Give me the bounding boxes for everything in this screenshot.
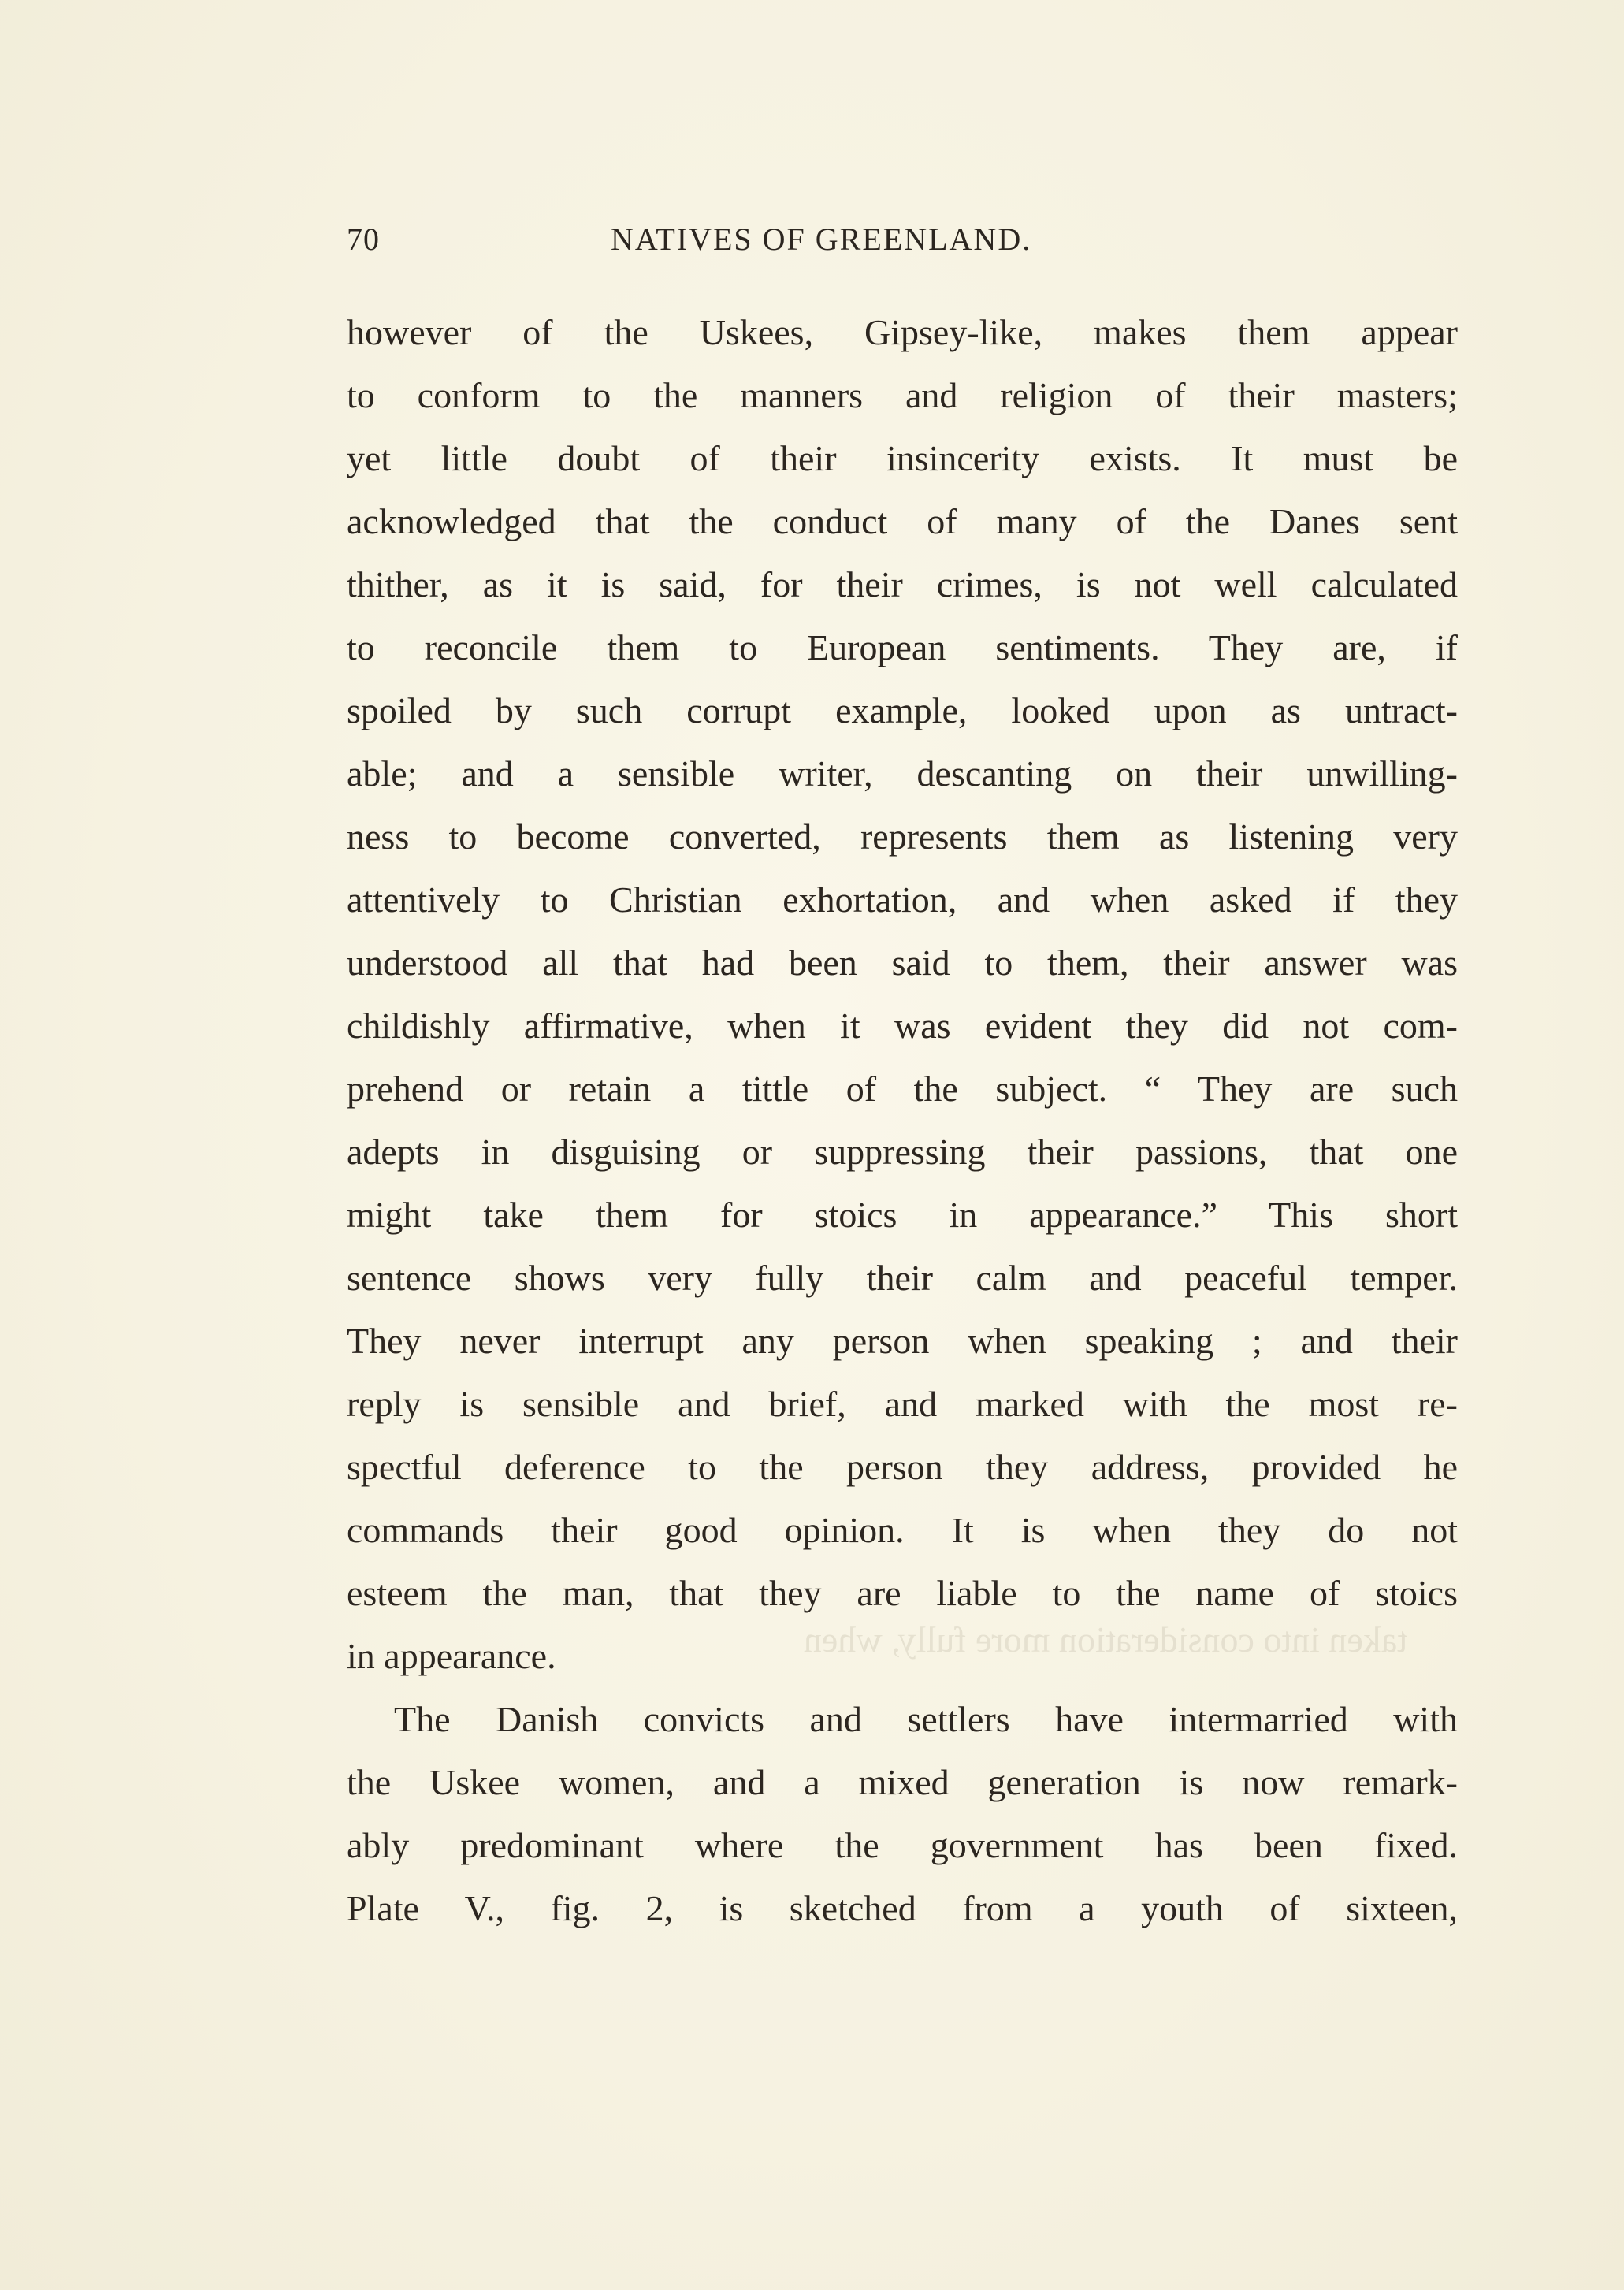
text-line: spectful deference to the person they address, provided he <box>347 1447 1458 1487</box>
text-line: the Uskee women, and a mixed generation is now remark- <box>347 1762 1458 1802</box>
text-line: reply is sensible and brief, and marked with the most re- <box>347 1384 1458 1424</box>
text-line: Plate V., fig. 2, is sketched from a youth of sixteen, <box>347 1888 1458 1928</box>
text-line: thither, as it is said, for their crimes, is not well calculated <box>347 564 1458 604</box>
text-line: ably predominant where the government has been fixed. <box>347 1825 1458 1865</box>
text-line: understood all that had been said to them, their answer was <box>347 942 1458 983</box>
paragraph-1 <box>347 301 1458 1688</box>
text-line: adepts in disguising or suppressing their passions, that one <box>347 1132 1458 1172</box>
body-text <box>347 301 1458 1940</box>
show-through-text: taken into consideration more fully, when <box>804 1619 1408 1660</box>
text-line: sentence shows very fully their calm and peaceful temper. <box>347 1258 1458 1298</box>
text-line: prehend or retain a tittle of the subject. “ They are such <box>347 1069 1458 1109</box>
text-line: to reconcile them to European sentiments. They are, if <box>347 627 1458 667</box>
text-line: might take them for stoics in appearance.” This short <box>347 1195 1458 1235</box>
text-line: however of the Uskees, Gipsey-like, makes them appear <box>347 312 1458 352</box>
text-line: to conform to the manners and religion of their masters; <box>347 375 1458 415</box>
text-line: They never interrupt any person when speaking ; and their <box>347 1321 1458 1361</box>
page-number: 70 <box>347 221 380 257</box>
text-line: in appearance. <box>347 1636 556 1676</box>
page-header <box>347 221 1458 268</box>
paragraph-2 <box>347 1688 1458 1940</box>
text-line: acknowledged that the conduct of many of the Danes sent <box>347 501 1458 541</box>
text-line: esteem the man, that they are liable to the name of stoics <box>347 1573 1458 1613</box>
running-head: NATIVES OF GREENLAND. <box>611 221 1032 257</box>
text-line: childishly affirmative, when it was evident they did not com- <box>347 1006 1458 1046</box>
text-line: able; and a sensible writer, descanting on their unwilling- <box>347 753 1458 794</box>
text-line: yet little doubt of their insincerity exists. It must be <box>347 438 1458 478</box>
text-line: attentively to Christian exhortation, and when asked if they <box>347 879 1458 920</box>
text-line: spoiled by such corrupt example, looked upon as untract- <box>347 690 1458 730</box>
text-line: The Danish convicts and settlers have intermarried with <box>394 1699 1458 1739</box>
text-line: ness to become converted, represents them as listening very <box>347 816 1458 857</box>
text-line: commands their good opinion. It is when they do not <box>347 1510 1458 1550</box>
